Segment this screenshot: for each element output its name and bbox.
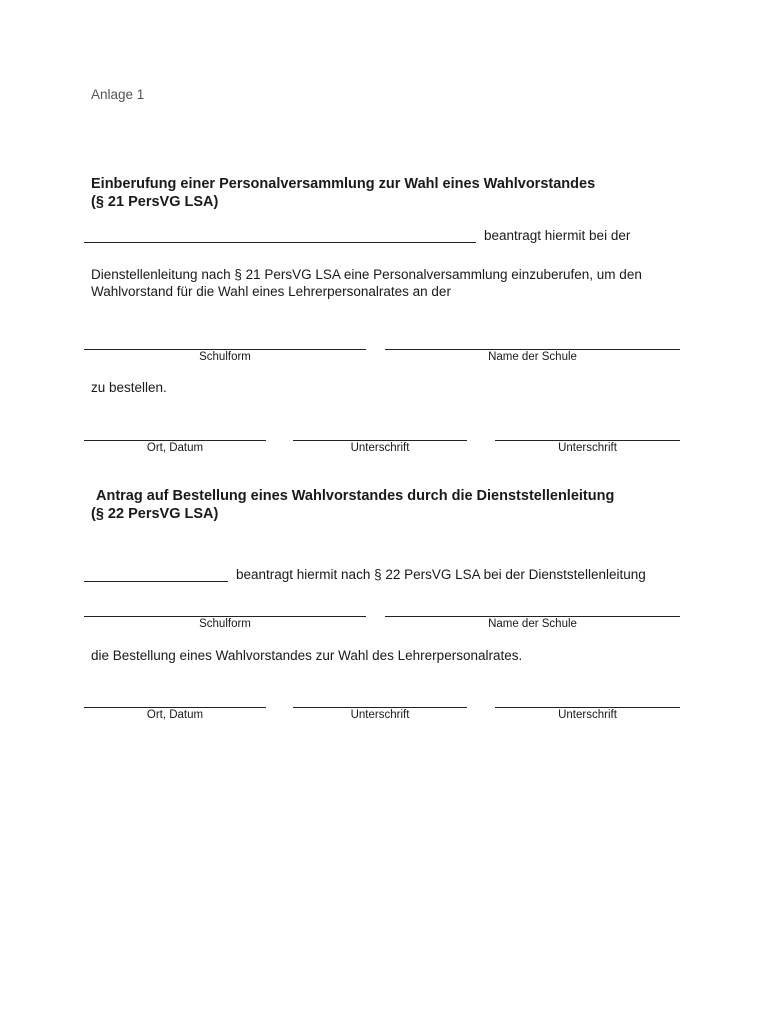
section2-title-line1: Antrag auf Bestellung eines Wahlvorstandes durch die Dienststellenleitung: [96, 488, 615, 504]
ort-datum-field-line[interactable]: [84, 440, 266, 441]
document-label: Anlage 1: [91, 87, 145, 102]
signature2-label: Unterschrift: [558, 442, 617, 454]
signature4-label: Unterschrift: [558, 709, 617, 721]
schulname-field-line[interactable]: [385, 349, 680, 350]
signature2-field-line[interactable]: [495, 440, 680, 441]
signature3-label: Unterschrift: [350, 709, 410, 721]
schulname-label: Name der Schule: [488, 351, 577, 363]
schulname2-field-line[interactable]: [385, 616, 680, 617]
schulform2-field-line[interactable]: [84, 616, 366, 617]
ort-datum2-label: Ort, Datum: [146, 709, 204, 721]
applicant-field-line[interactable]: [84, 242, 476, 243]
section2-request-text: beantragt hiermit nach § 22 PersVG LSA bei der Dienststellenleitung: [236, 567, 646, 582]
signature1-label: Unterschrift: [350, 442, 410, 454]
schulform-label: Schulform: [199, 351, 251, 363]
signature3-field-line[interactable]: [293, 707, 467, 708]
ort-datum2-field-line[interactable]: [84, 707, 266, 708]
schulform-field-line[interactable]: [84, 349, 366, 350]
schulform2-label: Schulform: [199, 618, 251, 630]
section1-title-line2: (§ 21 PersVG LSA): [91, 194, 219, 210]
section1-closing-text: zu bestellen.: [91, 380, 167, 395]
schulname2-label: Name der Schule: [488, 618, 577, 630]
signature1-field-line[interactable]: [293, 440, 467, 441]
section1-request-text: beantragt hiermit bei der: [484, 228, 631, 243]
ort-datum-label: Ort, Datum: [146, 442, 204, 454]
signature4-field-line[interactable]: [495, 707, 680, 708]
section2-title-line2: (§ 22 PersVG LSA): [91, 506, 219, 522]
section2-closing-text: die Bestellung eines Wahlvorstandes zur Wahl des Lehrerpersonalrates.: [91, 648, 523, 663]
section1-title-line1: Einberufung einer Personalversammlung zur Wahl eines Wahlvorstandes: [91, 176, 596, 192]
applicant2-field-line[interactable]: [84, 581, 228, 582]
section1-body-line2: Wahlvorstand für die Wahl eines Lehrerpersonalrates an der: [91, 284, 451, 299]
section1-body-line1: Dienstellenleitung nach § 21 PersVG LSA eine Personalversammlung einzuberufen, um den: [91, 267, 642, 282]
